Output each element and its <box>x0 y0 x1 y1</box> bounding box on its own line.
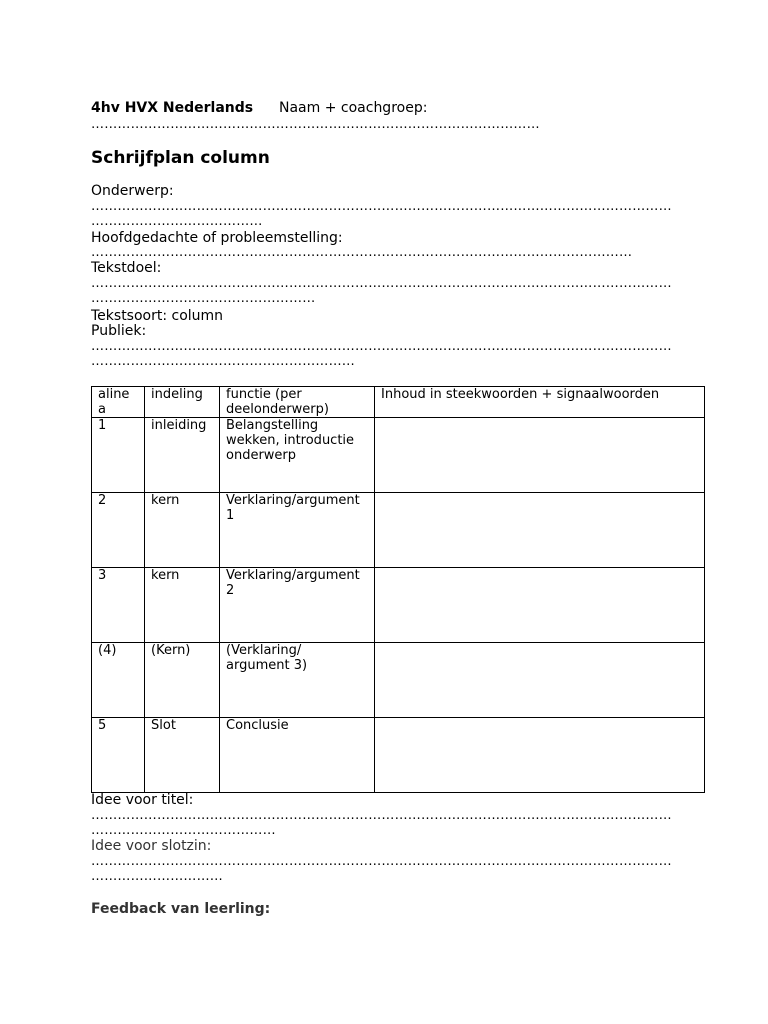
cell-functie: Belangstelling wekken, introductie onderwerp <box>220 418 375 493</box>
hoofdgedachte-label: Hoofdgedachte of probleemstelling: <box>91 230 343 246</box>
titel-dots-1: …………………………………………………………………………………………………………………… <box>91 808 672 823</box>
cell-inhoud[interactable] <box>375 718 705 793</box>
cell-inhoud[interactable] <box>375 568 705 643</box>
cell-functie: Verklaring/argument 1 <box>220 493 375 568</box>
cell-indeling: (Kern) <box>145 643 220 718</box>
schrijfplan-table <box>91 386 705 793</box>
tekstsoort-line: Tekstsoort: column <box>91 308 224 324</box>
header-functie: functie (per deelonderwerp) <box>220 387 375 418</box>
course-title: 4hv HVX Nederlands <box>91 100 254 116</box>
table-row <box>92 718 705 793</box>
slotzin-dots-1: …………………………………………………………………………………………………………………… <box>91 854 672 869</box>
cell-indeling: kern <box>145 568 220 643</box>
publiek-label: Publiek: <box>91 323 147 339</box>
table-row <box>92 643 705 718</box>
cell-inhoud[interactable] <box>375 493 705 568</box>
table-row <box>92 418 705 493</box>
table-row <box>92 568 705 643</box>
name-dots: ………………………………………………………………………………………… <box>91 117 540 132</box>
cell-alinea: 1 <box>92 418 145 493</box>
onderwerp-label: Onderwerp: <box>91 183 174 199</box>
table-row <box>92 493 705 568</box>
publiek-dots-2: …………………………………………………… <box>91 354 355 369</box>
cell-alinea: 5 <box>92 718 145 793</box>
cell-indeling: inleiding <box>145 418 220 493</box>
hoofdgedachte-dots: …………………………………………………………………………………………………………… <box>91 245 633 260</box>
cell-indeling: Slot <box>145 718 220 793</box>
header-inhoud: Inhoud in steekwoorden + signaalwoorden <box>375 387 705 418</box>
titel-label: Idee voor titel: <box>91 792 194 808</box>
cell-functie: Verklaring/argument 2 <box>220 568 375 643</box>
publiek-dots-1: …………………………………………………………………………………………………………………… <box>91 339 672 354</box>
cell-functie: Conclusie <box>220 718 375 793</box>
onderwerp-dots-1: …………………………………………………………………………………………………………………… <box>91 199 672 214</box>
titel-dots-2: …………………………………… <box>91 823 276 838</box>
cell-functie: (Verklaring/ argument 3) <box>220 643 375 718</box>
cell-inhoud[interactable] <box>375 418 705 493</box>
slotzin-label: Idee voor slotzin: <box>91 838 212 854</box>
header-indeling: indeling <box>145 387 220 418</box>
cell-alinea: (4) <box>92 643 145 718</box>
table-header-row <box>92 387 705 418</box>
tekstdoel-label: Tekstdoel: <box>91 260 162 276</box>
feedback-label: Feedback van leerling: <box>91 901 271 917</box>
onderwerp-dots-2: ………………………………… <box>91 214 263 229</box>
header-alinea: aline a <box>92 387 145 418</box>
slotzin-dots-2: ………………………… <box>91 869 223 884</box>
cell-indeling: kern <box>145 493 220 568</box>
tekstdoel-dots-1: …………………………………………………………………………………………………………………… <box>91 276 672 291</box>
page-title: Schrijfplan column <box>91 148 270 168</box>
cell-inhoud[interactable] <box>375 643 705 718</box>
cell-alinea: 3 <box>92 568 145 643</box>
name-label: Naam + coachgroep: <box>279 100 428 116</box>
cell-alinea: 2 <box>92 493 145 568</box>
tekstdoel-dots-2: …………………………………………… <box>91 291 316 306</box>
